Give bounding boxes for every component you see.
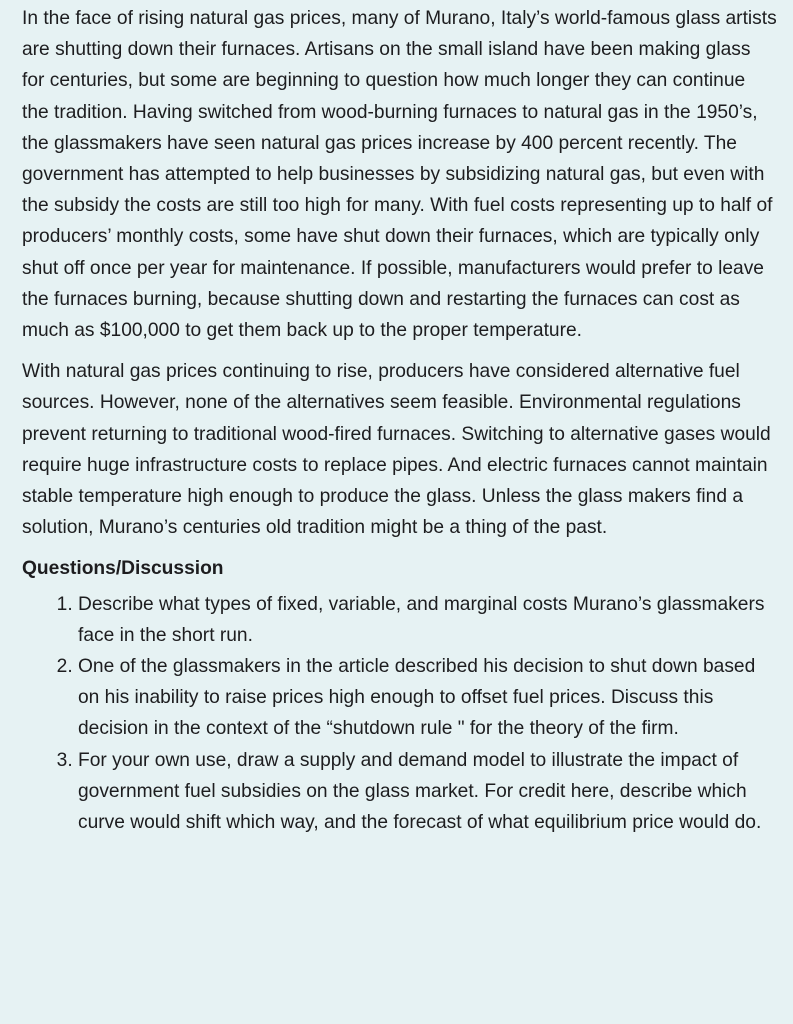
article-paragraph-2: With natural gas prices continuing to rise, producers have considered alternative fuel sources. However, none of the alternatives seem feasible. Environmental regulations prevent returning to traditional wood-fired furnaces. Switching to alternative gases would require huge infrastructure costs to replace pipes. And electric furnaces cannot maintain stable temperature high enough to produce the glass. Unless the glass makers find a solution, Murano’s centuries old tradition might be a thing of the past. — [22, 361, 771, 539]
questions-heading: Questions/Discussion — [22, 558, 224, 580]
question-list — [22, 589, 777, 839]
question-item-3: 3. For your own use, draw a supply and demand model to illustrate the impact of government fuel subsidies on the glass market. For credit here, describe which curve would shift which way, and the forecast of what equilibrium price would do. — [78, 745, 777, 839]
article-paragraph-1: In the face of rising natural gas prices, many of Murano, Italy’s world-famous glass artists are shutting down their furnaces. Artisans on the small island have been making glass for centuries, but some are beginning to question how much longer they can continue the tradition. Having switched from wood-burning furnaces to natural gas in the 1950’s, the glassmakers have seen natural gas prices increase by 400 percent recently. The government has attempted to help businesses by subsidizing natural gas, but even with the subsidy the costs are still too high for many. With fuel costs representing up to half of producers’ monthly costs, some have shut down their furnaces, which are typically only shut off once per year for maintenance. If possible, manufacturers would prefer to leave the furnaces burning, because shutting down and restarting the furnaces can cost as much as $100,000 to get them back up to the proper temperature. — [22, 8, 777, 342]
question-item-1: 1. Describe what types of fixed, variable, and marginal costs Murano’s glassmakers face in the short run. — [78, 589, 777, 651]
question-item-2: 2. One of the glassmakers in the article described his decision to shut down based on his inability to raise prices high enough to offset fuel prices. Discuss this decision in the context of the “shutdown rule " for the theory of the firm. — [78, 651, 777, 745]
